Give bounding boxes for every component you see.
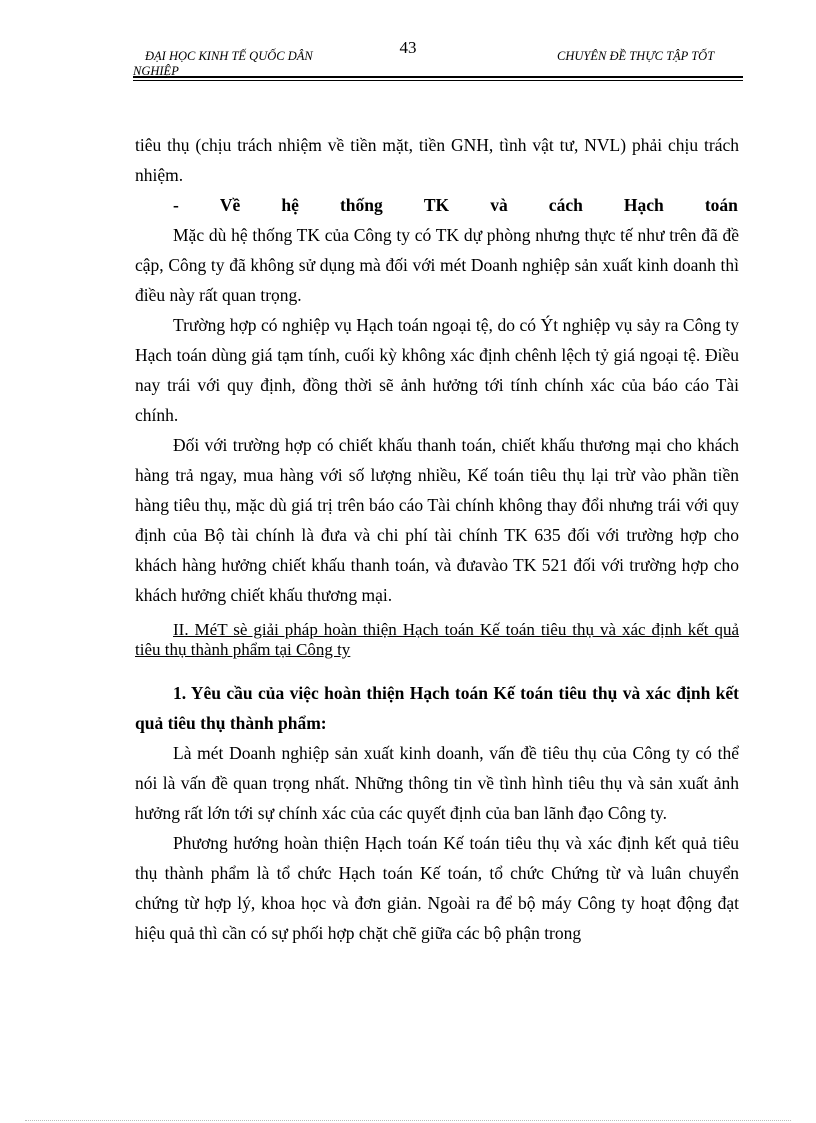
paragraph: Là mét Doanh nghiệp sản xuất kinh doanh, vấn đề tiêu thụ của Công ty có thể nói là vấn đề quan trọng nhất. Những thông tin về tình hình tiêu thụ và sản xuất ảnh hưởng rất lớn tới sự chính xác của các quyết định của ban lãnh đạo Công ty. [135, 743, 739, 823]
section-title: II. MéT sè giải pháp hoàn thiện Hạch toán Kế toán tiêu thụ và xác định kết quả tiêu thụ thành phẩm tại Công ty [135, 620, 739, 659]
paragraph: Phương hướng hoàn thiện Hạch toán Kế toán tiêu thụ và xác định kết quả tiêu thụ thành phẩm là tổ chức Hạch toán Kế toán, tổ chức Chứng từ và luân chuyển chứng từ hợp lý, khoa học và đơn giản. Ngoài ra để bộ máy Công ty hoạt động đạt hiệu quả thì cần có sự phối hợp chặt chẽ giữa các bộ phận trong [135, 833, 739, 943]
subsection-title: 1. Yêu cầu của việc hoàn thiện Hạch toán Kế toán tiêu thụ và xác định kết quả tiêu thụ thành phẩm: [135, 683, 739, 733]
document-body [135, 130, 739, 948]
header-university: ĐẠI HỌC KINH TẾ QUỐC DÂN [145, 49, 313, 63]
heading-word: hệ [281, 195, 299, 215]
paragraph: Mặc dù hệ thống TK của Công ty có TK dự phòng nhưng thực tế như trên đã đề cập, Công ty đã không sử dụng mà đối với mét Doanh nghiệp sản xuất kinh doanh thì điều này rất quan trọng. [135, 225, 739, 305]
paragraph: Đối với trường hợp có chiết khấu thanh toán, chiết khấu thương mại cho khách hàng trả ngay, mua hàng với số lượng nhiều, Kế toán tiêu thụ lại trừ vào phần tiền hàng tiêu thụ, mặc dù giá trị trên báo cáo Tài chính không thay đổi nhưng trái với quy định của Bộ tài chính là đưa và chi phí tài chính TK 635 đối với trường hợp cho khách hàng hưởng chiết khấu thanh toán, và đưavào TK 521 đối với trường hợp cho khách hưởng chiết khấu thương mại. [135, 435, 739, 605]
heading-word: và [490, 195, 508, 215]
heading-word: toán [704, 195, 738, 215]
heading-word: cách [548, 195, 583, 215]
heading-word: TK [423, 195, 450, 215]
heading-word: Hạch [623, 195, 664, 215]
page-number: 43 [399, 38, 417, 57]
subheading-accounts-system [135, 190, 739, 220]
paragraph: Trường hợp có nghiệp vụ Hạch toán ngoại tệ, do có Ýt nghiệp vụ sảy ra Công ty Hạch toán dùng giá tạm tính, cuối kỳ không xác định chênh lệch tỷ giá ngoại tệ. Điều nay trái với quy định, đồng thời sẽ ảnh hưởng tới tính chính xác của báo cáo Tài chính. [135, 315, 739, 425]
heading-word: Về [219, 195, 241, 215]
heading-word: thống [339, 195, 383, 215]
header-rule-thick [133, 76, 743, 78]
header-report-title: CHUYÊN ĐỀ THỰC TẬP TỐT [557, 49, 715, 63]
heading-word: - [173, 195, 179, 215]
header-rule-thin [133, 80, 743, 81]
paragraph: tiêu thụ (chịu trách nhiệm về tiền mặt, tiền GNH, tình vật tư, NVL) phải chịu trách nhiệm. [135, 135, 739, 185]
header-university-wrap: NGHIỆP [133, 64, 179, 78]
page-bottom-divider [25, 1120, 791, 1121]
